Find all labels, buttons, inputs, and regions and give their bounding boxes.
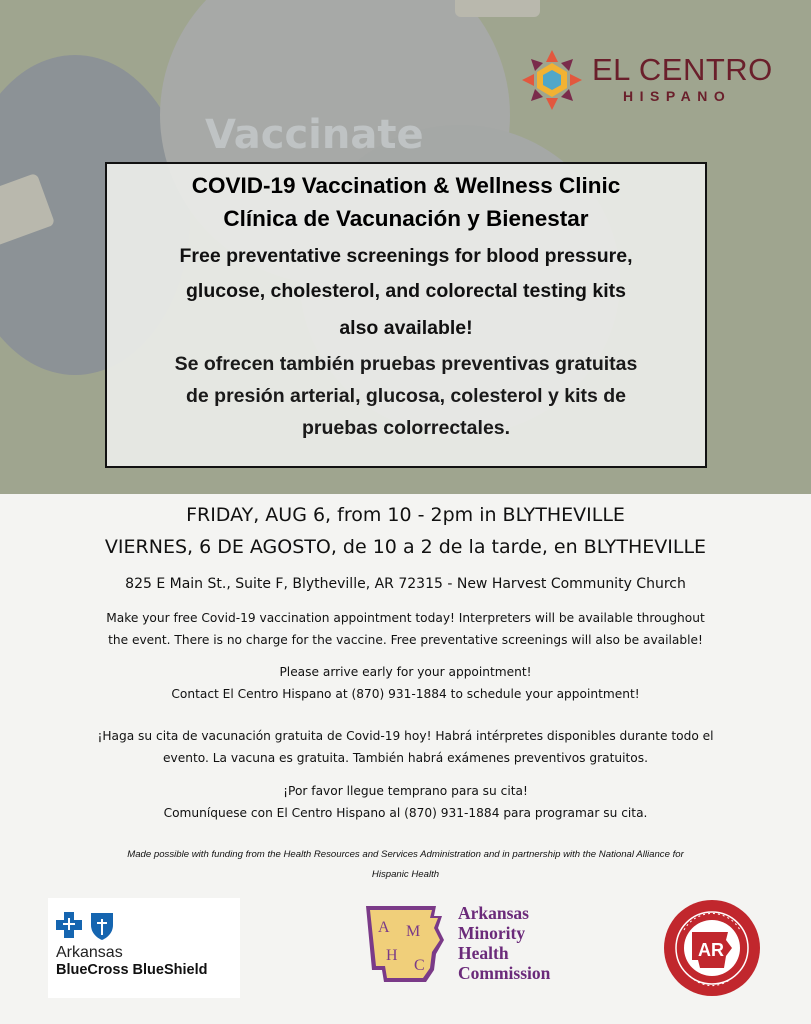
amhc-line: Arkansas bbox=[458, 903, 529, 923]
paragraph-line: ¡Haga su cita de vacunación gratuita de Covid-19 hoy! Habrá intérpretes disponibles durante todo el bbox=[97, 729, 714, 743]
arkansas-check-icon bbox=[0, 173, 55, 249]
funding-line: Hispanic Health bbox=[371, 869, 440, 880]
screenings-english-line3: also available! bbox=[339, 317, 473, 339]
screenings-english-line1: Free preventative screenings for blood pressure, bbox=[179, 245, 633, 267]
star-logo-icon bbox=[520, 48, 584, 112]
event-date-english: FRIDAY, AUG 6, from 10 - 2pm in BLYTHEVILLE bbox=[186, 504, 625, 526]
arkansas-department-of-health-seal bbox=[662, 898, 762, 998]
paragraph-line: Make your free Covid-19 vaccination appointment today! Interpreters will be available throughout bbox=[106, 611, 705, 625]
english-contact-paragraph bbox=[40, 661, 771, 705]
arkansas-state-amhc-icon bbox=[362, 900, 454, 984]
screenings-spanish-line1: Se ofrecen también pruebas preventivas gratuitas bbox=[174, 353, 638, 375]
amhc-line: Commission bbox=[458, 963, 551, 983]
arkansas-check-icon bbox=[455, 0, 540, 17]
paragraph-line: Please arrive early for your appointment! bbox=[279, 665, 532, 679]
amhc-line: Health bbox=[458, 943, 509, 963]
logo-line-hispano: HISPANO bbox=[623, 88, 732, 104]
hero-banner bbox=[0, 0, 811, 494]
arkansas-bluecross-blueshield-logo bbox=[48, 898, 240, 998]
clinic-title: COVID-19 Vaccination & Wellness Clinic bbox=[191, 173, 621, 198]
paragraph-line: ¡Por favor llegue temprano para su cita! bbox=[283, 784, 528, 798]
funding-note bbox=[40, 845, 771, 885]
cross-shield-icon bbox=[53, 910, 119, 942]
spanish-contact-paragraph bbox=[40, 780, 771, 824]
amhc-line: Minority bbox=[458, 923, 526, 943]
english-appointment-paragraph bbox=[40, 607, 771, 651]
svg-text:A: A bbox=[378, 919, 390, 936]
funding-line: Made possible with funding from the Health Resources and Services Administration and in partnership with the National Alliance for bbox=[127, 849, 684, 860]
screenings-spanish-line3: pruebas colorrectales. bbox=[301, 417, 511, 439]
event-address: 825 E Main St., Suite F, Blytheville, AR 72315 - New Harvest Community Church bbox=[125, 576, 686, 592]
health-seal-icon bbox=[662, 898, 762, 998]
background-vaccinate-text: Vaccinate bbox=[205, 112, 424, 158]
arkansas-minority-health-commission-logo bbox=[362, 900, 592, 990]
logo-line-el-centro: EL CENTRO bbox=[592, 52, 773, 87]
svg-text:C: C bbox=[414, 957, 425, 974]
svg-text:H: H bbox=[386, 947, 398, 964]
amhc-name bbox=[458, 903, 550, 983]
paragraph-line: Comuníquese con El Centro Hispano al (870) 931-1884 para programar su cita. bbox=[163, 806, 648, 820]
paragraph-line: the event. There is no charge for the vaccine. Free preventative screenings will also be available! bbox=[108, 633, 703, 647]
svg-text:AR: AR bbox=[698, 940, 724, 960]
bcbs-state-label: Arkansas bbox=[56, 944, 123, 961]
svg-text:M: M bbox=[406, 923, 421, 940]
clinic-info-box bbox=[105, 162, 707, 468]
paragraph-line: evento. La vacuna es gratuita. También habrá exámenes preventivos gratuitos. bbox=[163, 751, 648, 765]
clinic-subtitle-spanish: Clínica de Vacunación y Bienestar bbox=[223, 206, 589, 231]
paragraph-line: Contact El Centro Hispano at (870) 931-1884 to schedule your appointment! bbox=[171, 687, 640, 701]
bcbs-name-label: BlueCross BlueShield bbox=[56, 962, 208, 978]
screenings-spanish-line2: de presión arterial, glucosa, colesterol y kits de bbox=[186, 385, 626, 407]
screenings-english-line2: glucose, cholesterol, and colorectal testing kits bbox=[186, 280, 626, 302]
el-centro-hispano-logo bbox=[520, 48, 773, 112]
event-date-spanish: VIERNES, 6 DE AGOSTO, de 10 a 2 de la tarde, en BLYTHEVILLE bbox=[104, 536, 707, 558]
spanish-appointment-paragraph bbox=[40, 725, 771, 769]
